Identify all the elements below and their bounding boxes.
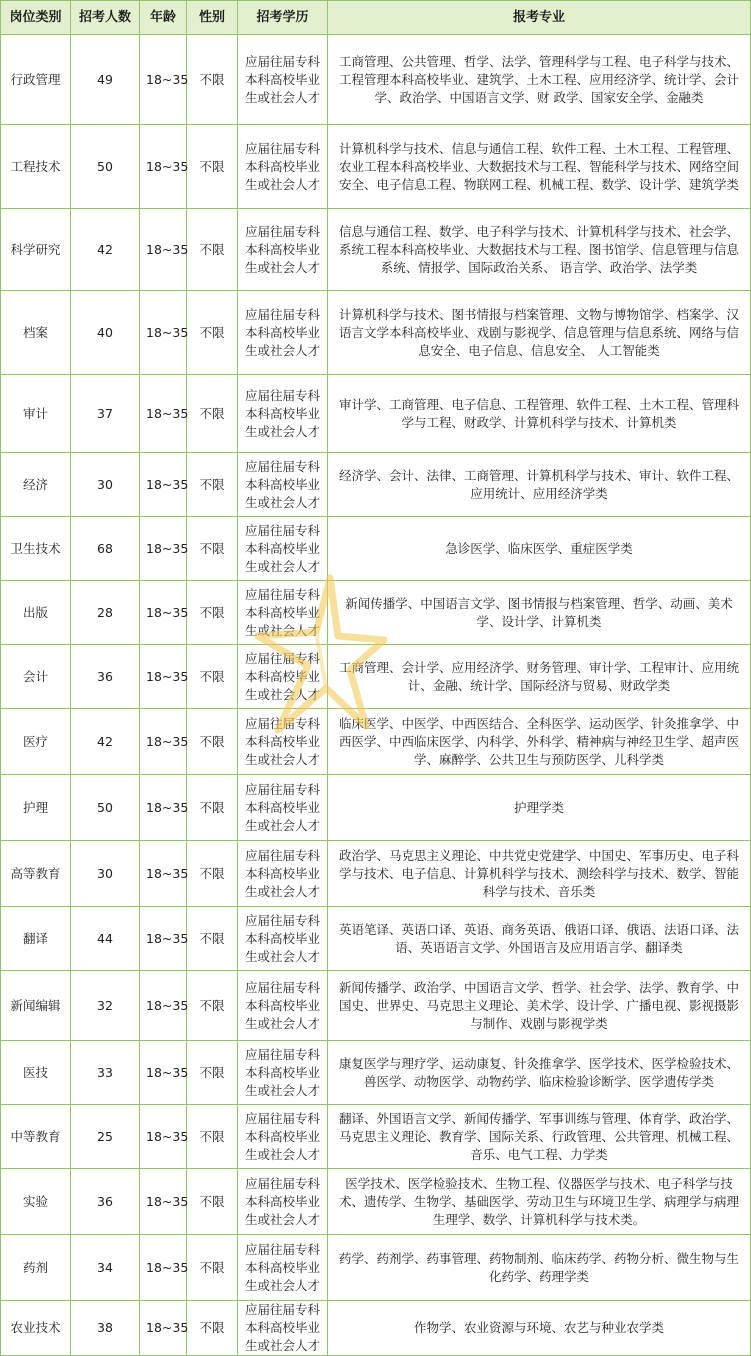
header-majors: 报考专业 [328,1,751,35]
row-age: 18~35 [140,453,187,517]
row-age: 18~35 [140,709,187,775]
row-gender: 不限 [187,645,238,709]
table-row [1,775,751,841]
row-majors: 工商管理、会计学、应用经济学、财务管理、审计学、工程审计、应用统计、金融、统计学、国际经济与贸易、财政学类 [328,645,751,709]
row-gender: 不限 [187,971,238,1041]
row-count: 37 [71,375,140,453]
row-majors: 经济学、会计、法律、工商管理、计算机科学与技术、审计、软件工程、应用统计、应用经济学类 [328,453,751,517]
row-count: 30 [71,453,140,517]
row-age: 18~35 [140,125,187,209]
row-majors: 临床医学、中医学、中西医结合、全科医学、运动医学、针灸推拿学、中西医学、中西临床医学、内科学、外科学、精神病与神经卫生学、超声医学、麻醉学、公共卫生与预防医学、儿科学类 [328,709,751,775]
row-education: 应届往届专科本科高校毕业生或社会人才 [238,645,328,709]
row-count: 50 [71,775,140,841]
row-gender: 不限 [187,1301,238,1356]
header-age: 年龄 [140,1,187,35]
row-category: 卫生技术 [1,517,71,581]
row-education: 应届往届专科本科高校毕业生或社会人才 [238,841,328,907]
header-category: 岗位类别 [1,1,71,35]
table-row [1,1041,751,1105]
row-majors: 急诊医学、临床医学、重症医学类 [328,517,751,581]
row-gender: 不限 [187,1041,238,1105]
row-age: 18~35 [140,1301,187,1356]
row-age: 18~35 [140,1169,187,1235]
row-education: 应届往届专科本科高校毕业生或社会人才 [238,209,328,291]
row-education: 应届往届专科本科高校毕业生或社会人才 [238,517,328,581]
row-age: 18~35 [140,517,187,581]
row-education: 应届往届专科本科高校毕业生或社会人才 [238,971,328,1041]
row-gender: 不限 [187,581,238,645]
table-row [1,1301,751,1356]
row-education: 应届往届专科本科高校毕业生或社会人才 [238,453,328,517]
table-row [1,709,751,775]
row-category: 会计 [1,645,71,709]
row-category: 新闻编辑 [1,971,71,1041]
row-count: 28 [71,581,140,645]
row-count: 25 [71,1105,140,1169]
table-row [1,209,751,291]
table-row [1,291,751,375]
row-age: 18~35 [140,841,187,907]
row-age: 18~35 [140,1041,187,1105]
row-education: 应届往届专科本科高校毕业生或社会人才 [238,1041,328,1105]
row-category: 出版 [1,581,71,645]
row-majors: 政治学、马克思主义理论、中共党史党建学、中国史、军事历史、电子科学与技术、电子信息、计算机科学与技术、测绘科学与技术、数学、智能科学与技术、音乐类 [328,841,751,907]
row-education: 应届往届专科本科高校毕业生或社会人才 [238,375,328,453]
row-age: 18~35 [140,907,187,971]
row-age: 18~35 [140,645,187,709]
row-count: 38 [71,1301,140,1356]
row-majors: 护理学类 [328,775,751,841]
table-row [1,841,751,907]
row-majors: 康复医学与理疗学、运动康复、针灸推拿学、医学技术、医学检验技术、兽医学、动物医学、动物药学、临床检验诊断学、医学遗传学类 [328,1041,751,1105]
header-gender: 性别 [187,1,238,35]
row-gender: 不限 [187,709,238,775]
row-majors: 工商管理、公共管理、哲学、法学、管理科学与工程、电子科学与技术、工程管理本科高校毕业、建筑学、土木工程、应用经济学、统计学、会计学、政治学、中国语言文学、财 政学、国家安全学、金融类 [328,35,751,125]
row-count: 44 [71,907,140,971]
row-age: 18~35 [140,581,187,645]
row-gender: 不限 [187,1169,238,1235]
row-category: 农业技术 [1,1301,71,1356]
row-gender: 不限 [187,1235,238,1301]
row-category: 行政管理 [1,35,71,125]
row-count: 36 [71,645,140,709]
row-gender: 不限 [187,125,238,209]
row-majors: 作物学、农业资源与环境、农艺与种业农学类 [328,1301,751,1356]
row-gender: 不限 [187,517,238,581]
header-count: 招考人数 [71,1,140,35]
table-row [1,907,751,971]
table-row [1,375,751,453]
row-gender: 不限 [187,453,238,517]
row-category: 工程技术 [1,125,71,209]
row-age: 18~35 [140,775,187,841]
row-count: 42 [71,709,140,775]
row-majors: 新闻传播学、政治学、中国语言文学、哲学、社会学、法学、教育学、中国史、世界史、马克思主义理论、美术学、设计学、广播电视、影视摄影与制作、戏剧与影视学类 [328,971,751,1041]
row-majors: 翻译、外国语言文学、新闻传播学、军事训练与管理、体育学、政治学、马克思主义理论、教育学、国际关系、行政管理、公共管理、机械工程、音乐、电气工程、力学类 [328,1105,751,1169]
row-category: 审计 [1,375,71,453]
row-category: 经济 [1,453,71,517]
row-majors: 审计学、工商管理、电子信息、工程管理、软件工程、土木工程、管理科学与工程、财政学、计算机科学与技术、计算机类 [328,375,751,453]
row-majors: 计算机科学与技术、图书情报与档案管理、文物与博物馆学、档案学、汉语言文学本科高校毕业、戏剧与影视学、信息管理与信息系统、网络与信息安全、电子信息、信息安全、 人工智能类 [328,291,751,375]
row-majors: 新闻传播学、中国语言文学、图书情报与档案管理、哲学、动画、美术学、设计学、计算机类 [328,581,751,645]
row-majors: 医学技术、医学检验技术、生物工程、仪器医学与技术、电子科学与技术、遗传学、生物学、基础医学、劳动卫生与环境卫生学、病理学与病理生理学、数学、计算机科学与技术类。 [328,1169,751,1235]
row-count: 32 [71,971,140,1041]
row-count: 33 [71,1041,140,1105]
row-category: 实验 [1,1169,71,1235]
row-age: 18~35 [140,1235,187,1301]
row-majors: 信息与通信工程、数学、电子科学与技术、计算机科学与技术、社会学、系统工程本科高校毕业、大数据技术与工程、图书馆学、信息管理与信息系统、情报学、国际政治关系、 语言学、政治学、法学类 [328,209,751,291]
row-count: 34 [71,1235,140,1301]
table-row [1,581,751,645]
row-majors: 英语笔译、英语口译、英语、商务英语、俄语口译、俄语、法语口译、法语、英语语言文学、外国语言及应用语言学、翻译类 [328,907,751,971]
row-education: 应届往届专科本科高校毕业生或社会人才 [238,775,328,841]
row-count: 42 [71,209,140,291]
row-category: 档案 [1,291,71,375]
row-category: 中等教育 [1,1105,71,1169]
table-row [1,645,751,709]
row-age: 18~35 [140,1105,187,1169]
row-gender: 不限 [187,291,238,375]
row-category: 高等教育 [1,841,71,907]
row-education: 应届往届专科本科高校毕业生或社会人才 [238,1235,328,1301]
table-row [1,1235,751,1301]
table-row [1,1169,751,1235]
row-category: 医技 [1,1041,71,1105]
row-count: 36 [71,1169,140,1235]
row-gender: 不限 [187,1105,238,1169]
row-education: 应届往届专科本科高校毕业生或社会人才 [238,291,328,375]
table-row [1,453,751,517]
row-education: 应届往届专科本科高校毕业生或社会人才 [238,581,328,645]
row-count: 40 [71,291,140,375]
row-count: 30 [71,841,140,907]
row-age: 18~35 [140,209,187,291]
row-category: 科学研究 [1,209,71,291]
row-category: 药剂 [1,1235,71,1301]
row-education: 应届往届专科本科高校毕业生或社会人才 [238,1301,328,1356]
row-count: 49 [71,35,140,125]
table-header-row [1,1,751,35]
row-education: 应届往届专科本科高校毕业生或社会人才 [238,1169,328,1235]
table-row [1,35,751,125]
row-education: 应届往届专科本科高校毕业生或社会人才 [238,1105,328,1169]
row-gender: 不限 [187,775,238,841]
row-age: 18~35 [140,291,187,375]
row-majors: 药学、药剂学、药事管理、药物制剂、临床药学、药物分析、微生物与生化药学、药理学类 [328,1235,751,1301]
table-row [1,1105,751,1169]
row-education: 应届往届专科本科高校毕业生或社会人才 [238,709,328,775]
table-row [1,125,751,209]
row-age: 18~35 [140,35,187,125]
row-gender: 不限 [187,209,238,291]
table-row [1,971,751,1041]
row-education: 应届往届专科本科高校毕业生或社会人才 [238,125,328,209]
row-education: 应届往届专科本科高校毕业生或社会人才 [238,907,328,971]
row-gender: 不限 [187,375,238,453]
row-majors: 计算机科学与技术、信息与通信工程、软件工程、土木工程、工程管理、农业工程本科高校毕业、大数据技术与工程、智能科学与技术、网络空间安全、电子信息工程、物联网工程、机械工程、数学、设计学、建筑学类 [328,125,751,209]
row-category: 护理 [1,775,71,841]
row-gender: 不限 [187,35,238,125]
table-row [1,517,751,581]
table-body [1,35,751,1356]
row-age: 18~35 [140,971,187,1041]
row-age: 18~35 [140,375,187,453]
row-gender: 不限 [187,907,238,971]
row-education: 应届往届专科本科高校毕业生或社会人才 [238,35,328,125]
row-count: 68 [71,517,140,581]
row-gender: 不限 [187,841,238,907]
row-category: 医疗 [1,709,71,775]
header-education: 招考学历 [238,1,328,35]
row-count: 50 [71,125,140,209]
row-category: 翻译 [1,907,71,971]
